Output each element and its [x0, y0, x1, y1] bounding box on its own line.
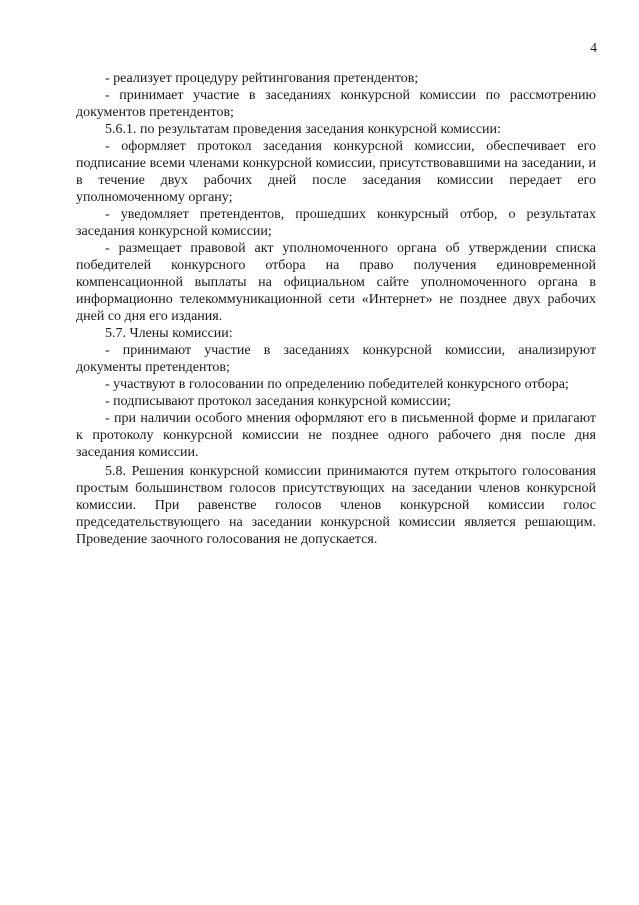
list-item-notify-applicants: - уведомляет претендентов, прошедших конкурсный отбор, о результатах заседания конкурсной комиссии; [76, 207, 596, 239]
list-item-members-sign: - подписывают протокол заседания конкурсной комиссии; [105, 394, 451, 409]
list-item-members-vote: - участвуют в голосовании по определению победителей конкурсного отбора; [105, 377, 569, 392]
document-body [76, 70, 596, 548]
section-5-7-heading: 5.7. Члены комиссии: [105, 326, 233, 341]
page-number: 4 [590, 40, 597, 55]
list-item-rating: - реализует процедуру рейтингования претендентов; [105, 71, 419, 86]
section-5-8-paragraph: 5.8. Решения конкурсной комиссии принимаются путем открытого голосования простым большинством голосов присутствующих на заседании членов конкурсной комиссии. При равенстве голосов членов конкурсной комиссии голос председательствующего на заседании конкурсной комиссии является решающим. Проведение заочного голосования не допускается. [76, 464, 596, 547]
section-5-6-1-heading: 5.6.1. по результатам проведения заседания конкурсной комиссии: [105, 122, 501, 137]
list-item-publish-act: - размещает правовой акт уполномоченного органа об утверждении списка победителей конкурсного отбора на право получения единовременной компенсационной выплаты на официальном сайте уполномоченного органа в информационно телекоммуникационной сети «Интернет» не позднее двух рабочих дней со дня его издания. [76, 241, 596, 324]
list-item-members-participate: - принимают участие в заседаниях конкурсной комиссии, анализируют документы претендентов; [76, 343, 596, 375]
list-item-meeting-participation: - принимает участие в заседаниях конкурсной комиссии по рассмотрению документов претендентов; [76, 88, 596, 120]
list-item-special-opinion: - при наличии особого мнения оформляют его в письменной форме и прилагают к протоколу конкурсной комиссии не позднее одного рабочего дня после дня заседания комиссии. [76, 411, 596, 460]
list-item-protocol: - оформляет протокол заседания конкурсной комиссии, обеспечивает его подписание всеми членами конкурсной комиссии, присутствовавшими на заседании, и в течение двух рабочих дней после заседания комиссии передает его уполномоченному органу; [76, 139, 596, 205]
